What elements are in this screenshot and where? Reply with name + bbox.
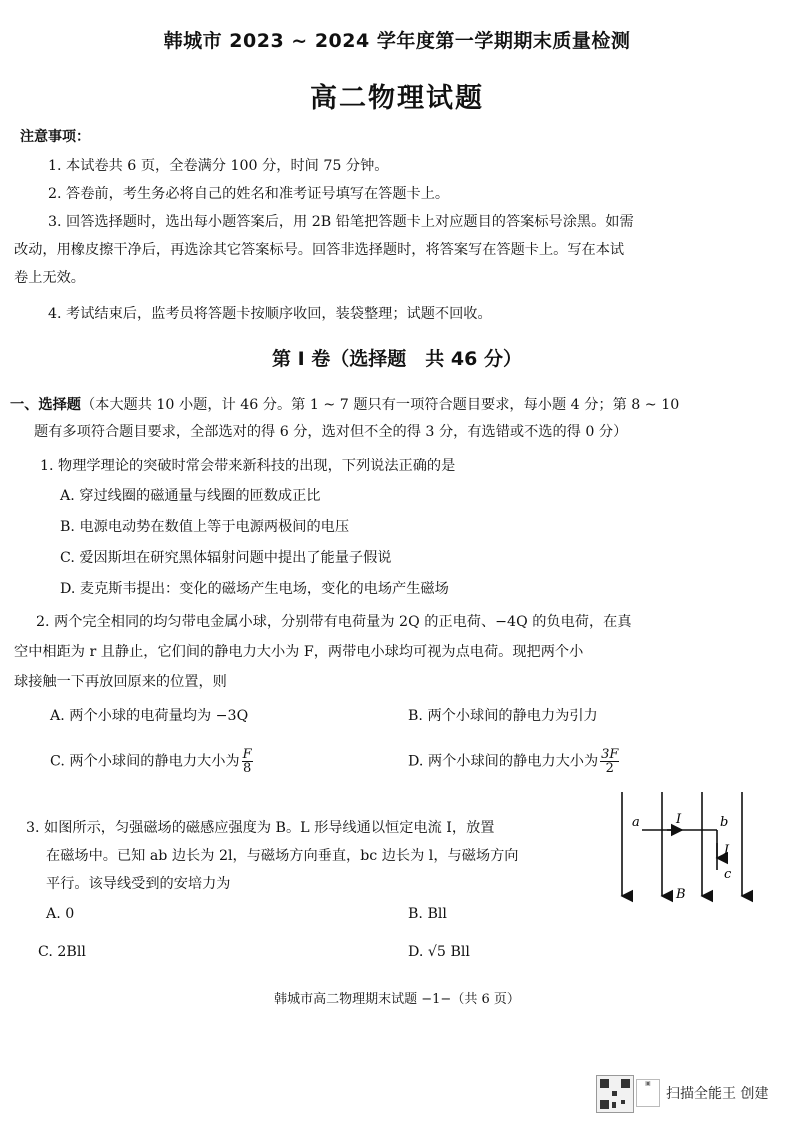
part1-desc-line1 (10, 395, 679, 415)
q3-option-c: C. 2Bll (38, 944, 86, 960)
part1-desc-line2: 题有多项符合题目要求，全部选对的得 6 分，选对但不全的得 3 分，有选错或不选的得 0 分） (34, 424, 628, 440)
q1-option-d: D. 麦克斯韦提出：变化的磁场产生电场，变化的电场产生磁场 (60, 581, 449, 597)
part1-desc1: （本大题共 10 小题，计 46 分。第 1 ~ 7 题只有一项符合题目要求，每小题 4 分；第 8 ~ 10 (80, 397, 680, 413)
q2-option-c (50, 748, 253, 775)
q1-option-c: C. 爱因斯坦在研究黑体辐射问题中提出了能量子假说 (60, 550, 392, 566)
q1-option-b: B. 电源电动势在数值上等于电源两极间的电压 (60, 519, 350, 535)
q2-option-c-num: F (242, 747, 252, 762)
notice-item-3-cont: 改动，用橡皮擦干净后，再选涂其它答案标号。回答非选择题时，将答案写在答题卡上。写在本试 (14, 242, 625, 258)
q3-option-a: A. 0 (46, 906, 75, 922)
section-title: 第 I 卷（选择题 共 46 分） (272, 348, 522, 370)
notice-item-1: 1. 本试卷共 6 页，全卷满分 100 分，时间 75 分钟。 (48, 158, 389, 174)
q3-stem-line1: 3. 如图所示，匀强磁场的磁感应强度为 B。L 形导线通以恒定电流 I，放置 (26, 820, 495, 836)
q2-option-c-fraction (242, 748, 253, 775)
label-c: c (724, 867, 732, 882)
q2-option-d-den: 2 (605, 761, 614, 776)
page-footer: 韩城市高二物理期末试题 −1−（共 6 页） (274, 992, 520, 1007)
notice-heading: 注意事项： (20, 129, 90, 145)
part1-lead: 一、选择题 (10, 397, 81, 413)
magnetic-field-figure (612, 788, 762, 908)
label-field-b: B (676, 887, 686, 902)
qr-code-icon (596, 1075, 634, 1113)
notice-item-3: 3. 回答选择题时，选出每小题答案后，用 2B 铅笔把答题卡上对应题目的答案标号涂黑。如需 (48, 214, 634, 230)
q2-stem-line3: 球接触一下再放回原来的位置，则 (14, 674, 227, 690)
q2-option-d (408, 748, 619, 775)
q2-option-d-fraction (600, 748, 619, 775)
subject-title: 高二物理试题 (310, 83, 484, 114)
q3-stem-line2: 在磁场中。已知 ab 边长为 2l，与磁场方向垂直，bc 边长为 l，与磁场方向 (46, 848, 519, 864)
q2-option-c-den: 8 (243, 761, 252, 776)
notice-item-3-end: 卷上无效。 (14, 270, 85, 286)
scanner-logo-icon: ▣ (636, 1079, 660, 1107)
q2-option-c-text: C. 两个小球间的静电力大小为 (50, 753, 240, 770)
watermark-text: 扫描全能王 创建 (666, 1086, 769, 1102)
label-a: a (632, 815, 640, 830)
q1-option-a: A. 穿过线圈的磁通量与线圈的匝数成正比 (60, 488, 321, 504)
exam-title: 韩城市 2023 ~ 2024 学年度第一学期期末质量检测 (163, 30, 631, 52)
q2-stem-line1: 2. 两个完全相同的均匀带电金属小球，分别带有电荷量为 2Q 的正电荷、−4Q 的负电荷，在真 (36, 614, 632, 630)
q3-option-d: D. √5 Bll (408, 944, 470, 960)
q3-stem-line3: 平行。该导线受到的安培力为 (46, 876, 231, 892)
q2-option-d-num: 3F (601, 747, 619, 762)
q1-stem: 1. 物理学理论的突破时常会带来新科技的出现，下列说法正确的是 (40, 458, 456, 474)
scanner-watermark (596, 1073, 776, 1113)
label-b: b (720, 815, 729, 830)
q2-option-d-text: D. 两个小球间的静电力大小为 (408, 753, 599, 770)
label-current-ab: I (676, 812, 682, 827)
q2-option-a: A. 两个小球的电荷量均为 −3Q (50, 708, 249, 724)
notice-item-2: 2. 答卷前，考生务必将自己的姓名和准考证号填写在答题卡上。 (48, 186, 450, 202)
q3-option-b: B. Bll (408, 906, 447, 922)
label-current-bc: I (724, 843, 730, 858)
notice-item-4: 4. 考试结束后，监考员将答题卡按顺序收回，装袋整理；试题不回收。 (48, 306, 492, 322)
q2-option-b: B. 两个小球间的静电力为引力 (408, 708, 598, 724)
q2-stem-line2: 空中相距为 r 且静止，它们间的静电力大小为 F，两带电小球均可视为点电荷。现把两个小 (14, 644, 584, 660)
